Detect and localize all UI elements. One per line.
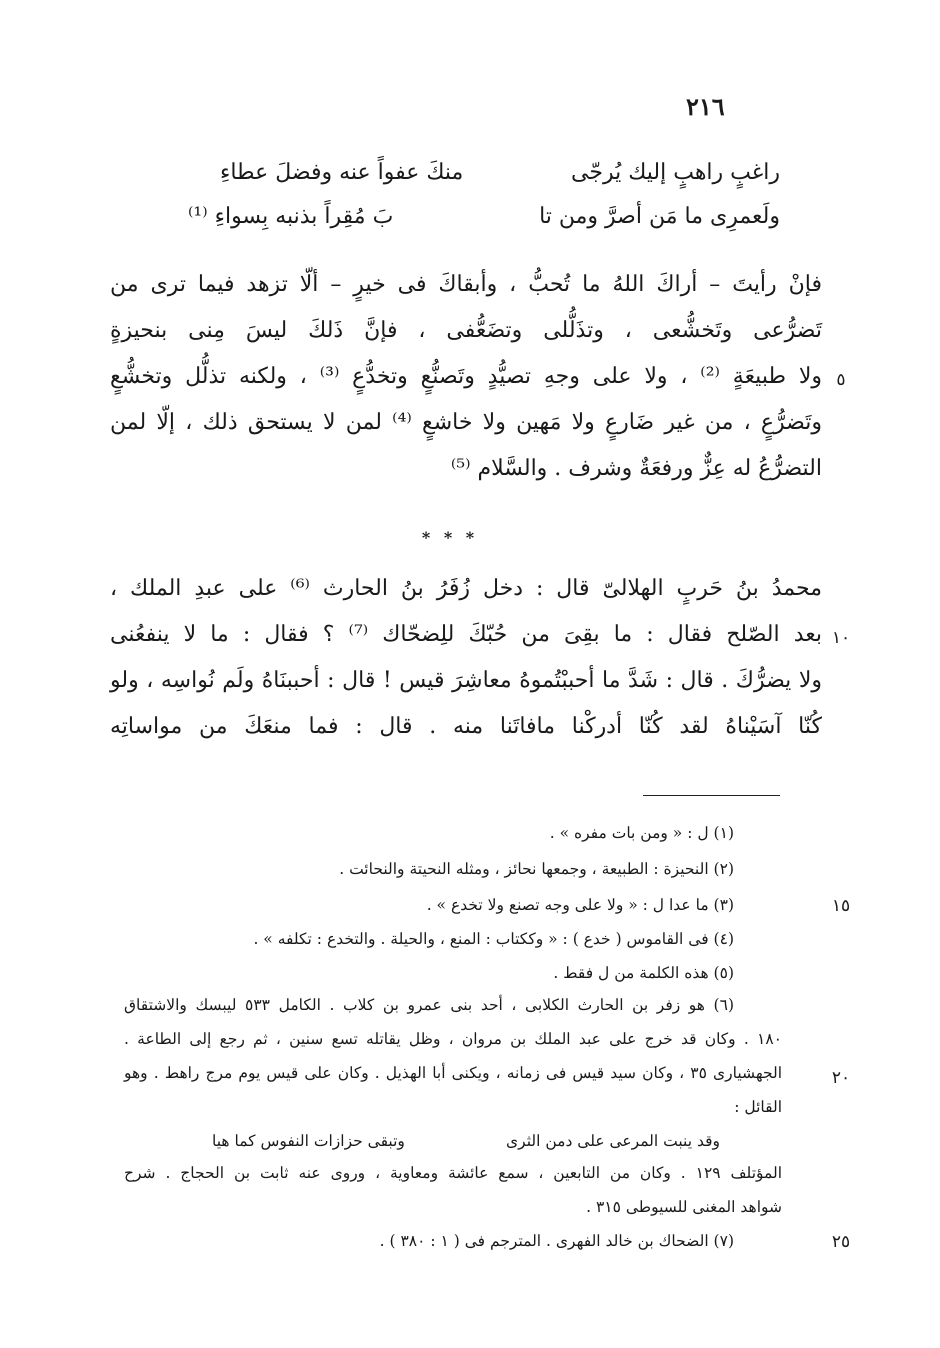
text-line: بعد الصّلح فقال : ما بقِىَ من حُبّكَ للِضحّاك ⁽⁷⁾ ؟ فقال : ما لا ينفعُنى <box>110 622 822 647</box>
footnote: (٤) فى القاموس ( خدع ) : « وككتاب : المنع ، والحيلة . والتخدع : تكلفه » . <box>253 930 734 948</box>
footnote-divider <box>643 795 780 796</box>
footnote-line: (٦) هو زفر بن الحارث الكلابى ، أحد بنى عمرو بن كلاب . الكامل ٥٣٣ ليبسك والاشتقاق <box>124 996 734 1014</box>
verse-line <box>180 204 780 236</box>
footnote-verse-second: وتبقى حزازات النفوس كما هيا <box>212 1132 405 1150</box>
footnote-line: القائل : <box>734 1098 782 1116</box>
text-line: التضرُّعُ له عِزٌّ ورفعَةٌ وشرف . والسَّلام ⁽⁵⁾ <box>450 456 822 481</box>
footnote: (٢) النحيزة : الطبيعة ، وجمعها نحائز ، ومثله النحيتة والنحائت . <box>339 860 734 878</box>
verse-second-hemistich: بَ مُقِراً بذنبه بِسواءِ ⁽¹⁾ <box>188 204 394 229</box>
footnote-verse-first: وقد ينبت المرعى على دمن الثرى <box>506 1132 720 1150</box>
footnote-line: ١٨٠ . وكان قد خرج على عبد الملك بن مروان ، وظل يقاتله تسع سنين ، ثم رجع إلى الطاعة . <box>124 1030 782 1048</box>
footnote-line: المؤتلف ١٢٩ . وكان من التابعين ، سمع عائشة ومعاوية ، وروى عنه ثابت بن الحجاج . شرح <box>124 1164 783 1182</box>
footnote-line: الجهشيارى ٣٥ ، وكان سيد قيس فى زمانه ، ويكنى أبا الهذيل . وكان على قيس يوم مرج راهط . وهو <box>124 1064 783 1082</box>
line-number: ٢٠ <box>831 1068 851 1088</box>
text-line: ولا طبيعَةٍ ⁽²⁾ ، ولا على وجهِ تصيُّدٍ وتَصنُّعٍ وتخدُّعٍ ⁽³⁾ ، ولكنه تذلُّل وتخشُّعٍ <box>110 364 822 389</box>
text-line: تَضرُّعى وتَخشُّعى ، وتذَلُّلى وتضَعُّفى ، فإنَّ ذَلكَ ليسَ مِنى بنحيزةٍ <box>110 318 822 343</box>
section-separator: * * * <box>421 528 479 547</box>
text-line: محمدُ بنُ حَربٍ الهلالىّ قال : دخل زُفَرُ بنُ الحارث ⁽⁶⁾ على عبدِ الملك ، <box>110 576 822 601</box>
verse-first-hemistich: ولَعمرِى ما مَن أصرَّ ومن تا <box>539 204 780 229</box>
line-number: ٥ <box>836 370 846 390</box>
footnote: (٧) الضحاك بن خالد الفهرى . المترجم فى ( ١ : ٣٨٠ ) . <box>379 1232 734 1250</box>
text-line: فإنْ رأيتَ – أراكَ اللهُ ما تُحبُّ ، وأبقاكَ فى خيرٍ – ألّا تزهد فيما ترى من <box>110 272 822 297</box>
page-number: ٢١٦ <box>686 92 725 121</box>
verse-first-hemistich: راغبٍ راهبٍ إليك يُرجّى <box>571 160 780 185</box>
text-line: وتَضرُّعٍ ، من غير ضَارعٍ ولا مَهين ولا خاشعٍ ⁽⁴⁾ لمن لا يستحق ذلك ، إلّا لمن <box>110 410 822 435</box>
text-line: كُنّا آسَيْناهُ لقد كُنّا أدركْنا مافاتَنا منه . قال : فما منعَكَ من مواساتِه <box>110 714 822 739</box>
verse-line <box>180 160 780 192</box>
verse-second-hemistich: منكَ عفواً عنه وفضلَ عطاءِ <box>220 160 464 185</box>
footnote: (٣) ما عدا ل : « ولا على وجه تصنع ولا تخدع » . <box>426 896 734 914</box>
footnote-line: شواهد المغنى للسيوطى ٣١٥ . <box>586 1198 782 1216</box>
footnote: (١) ل : « ومن بات مفره » . <box>549 824 734 842</box>
footnote: (٥) هذه الكلمة من ل فقط . <box>553 964 734 982</box>
text-line: ولا يضرُّكَ . قال : شَدَّ ما أحببْتُموهُ معاشِرَ قيس ! قال : أحببنَاهُ ولَم نُواسِه ، ولو <box>110 668 822 693</box>
line-number: ١٠ <box>831 628 851 648</box>
line-number: ٢٥ <box>831 1232 851 1252</box>
line-number: ١٥ <box>831 896 851 916</box>
